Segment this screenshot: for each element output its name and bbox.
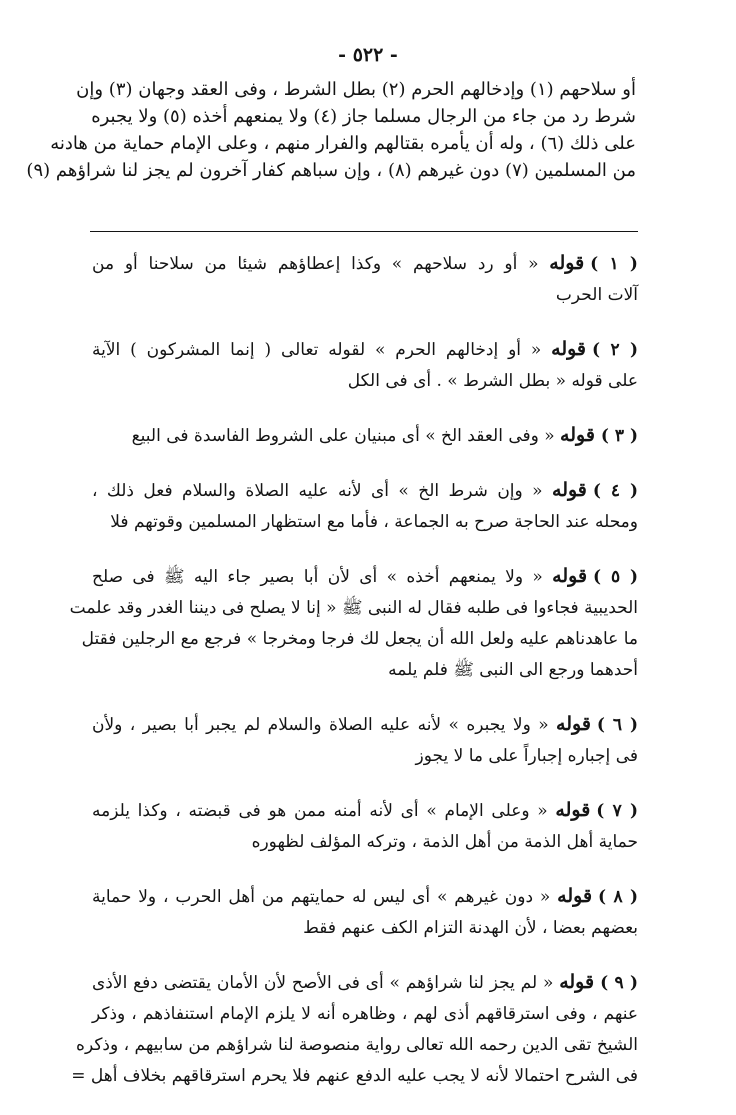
footnote-number: ( ٢ )	[592, 340, 638, 360]
footnote-text: عنهم ، وفى استرقاقهم أذى لهم ، وظاهره أنه لا يلزم الإمام استنفاذهم ، وذكر	[92, 1004, 638, 1024]
footnote-text: ومحله عند الحاجة صرح به الجماعة ، فأما مع استظهار المسلمين وقوتهم فلا	[110, 512, 638, 532]
footnote-text: « وفى العقد الخ » أى مبنيان على الشروط الفاسدة فى البيع	[131, 426, 555, 446]
footnote-keyword: قوله	[551, 338, 587, 360]
footnote-number: ( ٣ )	[600, 426, 638, 446]
footnote-divider	[90, 231, 638, 232]
footnote-keyword: قوله	[559, 971, 595, 993]
footnote-keyword: قوله	[556, 713, 591, 735]
main-text-line: من المسلمين (٧) دون غيرهم (٨) ، وإن سباهم كفار آخرون لم يجز لنا شراؤهم (٩)	[26, 160, 636, 181]
footnote-text: « وعلى الإمام » أى لأنه أمنه ممن هو فى قبضته ، وكذا يلزمه	[92, 801, 548, 821]
footnote-number: ( ٩ )	[600, 973, 638, 993]
footnote-text: الحديبية فجاءوا فى طلبه فقال له النبى ﷺ « إنا لا يصلح فى ديننا الغدر وقد علمت	[69, 598, 638, 618]
footnote-text: « وإن شرط الخ » أى لأنه عليه الصلاة والسلام فعل ذلك ،	[92, 481, 543, 501]
footnote-text: « أو رد سلاحهم » وكذا إعطاؤهم شيئا من سلاحنا أو من	[92, 254, 539, 274]
footnote-text: آلات الحرب	[555, 285, 638, 305]
main-text-line: شرط رد من جاء من الرجال مسلما جاز (٤) ولا يمنعهم أخذه (٥) ولا يجبره	[91, 106, 636, 127]
footnote-7	[92, 795, 638, 858]
footnote-keyword: قوله	[549, 252, 585, 274]
footnote-4	[92, 475, 638, 538]
footnote-text: « دون غيرهم » أى ليس له حمايتهم من أهل الحرب ، ولا حماية	[92, 887, 551, 907]
footnote-text: أحدهما ورجع الى النبى ﷺ فلم يلمه	[388, 660, 638, 680]
footnote-text: الشيخ تقى الدين رحمه الله تعالى رواية منصوصة لنا شراؤهم من سابيهم ، وذكره	[76, 1035, 638, 1055]
page-number: - ٥٢٢ -	[338, 44, 398, 66]
footnotes	[69, 248, 639, 1115]
footnote-6	[92, 709, 638, 772]
footnote-keyword: قوله	[552, 479, 587, 501]
footnote-text: على قوله « بطل الشرط » . أى فى الكل	[347, 371, 638, 391]
footnote-text: « لم يجز لنا شراؤهم » أى فى الأصح لأن الأمان يقتضى دفع الأذى	[92, 973, 554, 993]
footnote-text: بعضهم بعضا ، لأن الهدنة التزام الكف عنهم فقط	[303, 918, 638, 938]
footnote-text: « أو إدخالهم الحرم » لقوله تعالى ( إنما المشركون ) الآية	[92, 340, 542, 360]
footnote-number: ( ٨ )	[598, 887, 639, 907]
footnote-text: ما عاهدناهم عليه ولعل الله أن يجعل لك فرجا ومخرجا » فرجع مع الرجلين فقتل	[81, 629, 638, 649]
main-text-line: على ذلك (٦) ، وله أن يأمره بقتالهم والفرار منهم ، وعلى الإمام حماية من هادنه	[50, 133, 636, 154]
footnote-number: ( ٤ )	[592, 481, 639, 501]
footnote-number: ( ٥ )	[593, 567, 638, 587]
footnote-number: ( ٦ )	[596, 715, 639, 735]
footnote-number: ( ٧ )	[596, 801, 638, 821]
footnote-3	[92, 420, 638, 452]
footnote-5	[69, 561, 638, 686]
footnote-9	[71, 967, 638, 1092]
main-text	[26, 76, 636, 184]
footnote-keyword: قوله	[555, 799, 591, 821]
footnote-number: ( ١ )	[590, 254, 638, 274]
footnote-text: حماية أهل الذمة من أهل الذمة ، وتركه المؤلف لظهوره	[251, 832, 638, 852]
footnote-text: « ولا يمنعهم أخذه » أى لأن أبا بصير جاء اليه ﷺ فى صلح	[92, 567, 543, 587]
footnote-2	[92, 334, 638, 397]
footnote-keyword: قوله	[552, 565, 588, 587]
footnote-8	[92, 881, 638, 944]
footnote-text: « ولا يجبره » لأنه عليه الصلاة والسلام لم يجبر أبا بصير ، ولأن	[92, 715, 549, 735]
footnote-text: فى الشرح احتمالا لأنه لا يجب عليه الدفع عنهم فلا يحرم استرقاقهم بخلاف أهل =	[71, 1066, 638, 1086]
footnote-1	[92, 248, 638, 311]
footnote-keyword: قوله	[560, 424, 595, 446]
footnote-keyword: قوله	[557, 885, 593, 907]
footnote-text: فى إجباره إجباراً على ما لا يجوز	[415, 746, 638, 766]
main-text-line: أو سلاحهم (١) وإدخالهم الحرم (٢) بطل الشرط ، وفى العقد وجهان (٣) وإن	[76, 79, 636, 100]
